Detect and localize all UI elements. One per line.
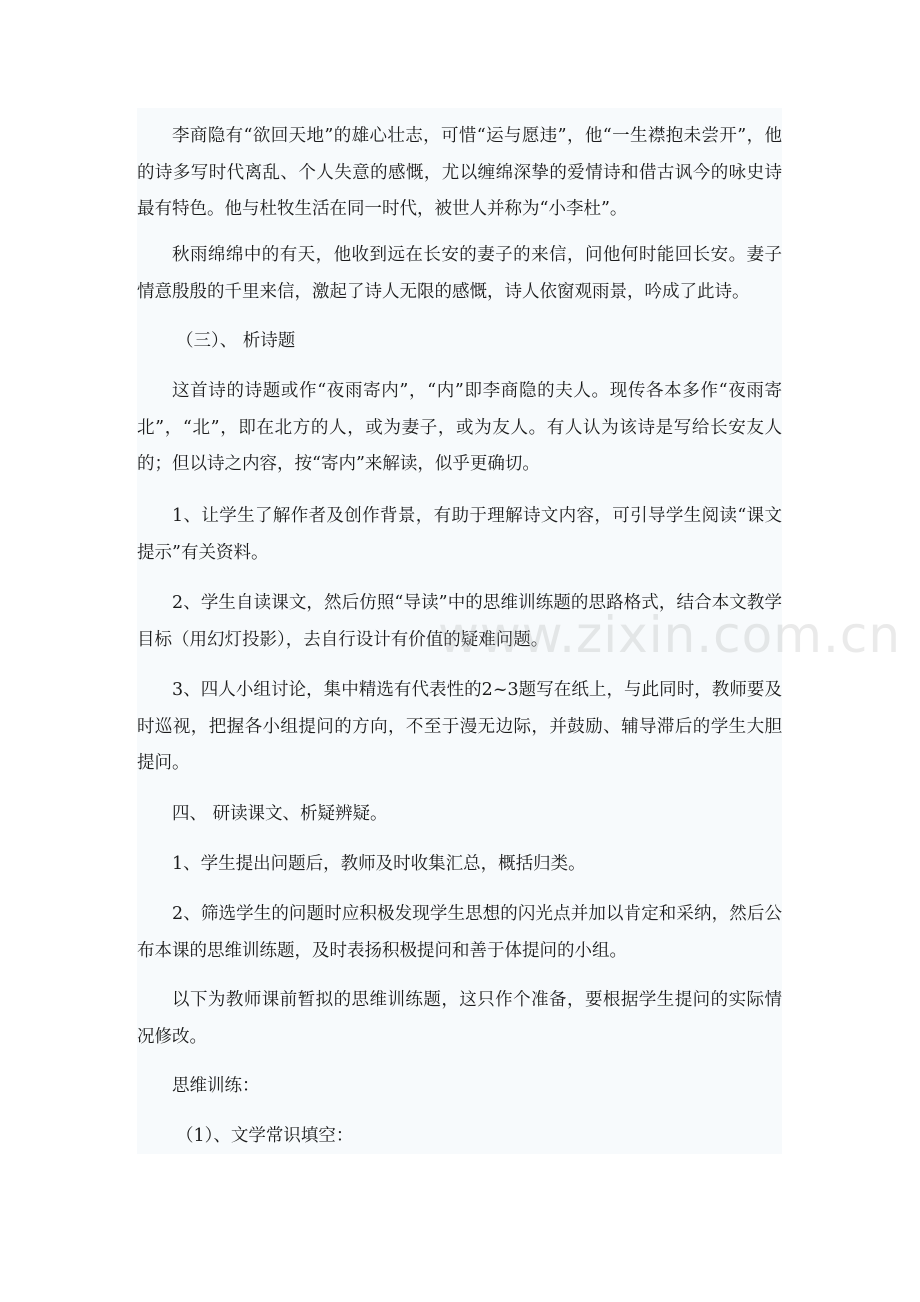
paragraph-title-analysis: 这首诗的诗题或作“夜雨寄内”，“内”即李商隐的夫人。现传各本多作“夜雨寄北”，“北”，即在北方的人，或为妻子，或为友人。有人认为该诗是写给长安友人的；但以诗之内容，按“寄内”来解读，似乎更确切。 [137,381,782,474]
paragraph-prepared-exercises: 以下为教师课前暂拟的思维训练题，这只作个准备，要根据学生提问的实际情况修改。 [137,990,782,1047]
heading-analyze-title: （三）、 析诗题 [176,331,296,351]
paragraph-author-intro: 李商隐有“欲回天地”的雄心壮志，可惜“运与愿违”，他“一生襟抱未尝开”，他的诗多写时代离乱、个人失意的感慨，尤以缠绵深挚的爱情诗和借古讽今的咏史诗最有特色。他与杜牧生活在同一时代，被世人并称为“小李杜”。 [137,126,782,219]
paragraph-background: 秋雨绵绵中的有天，他收到远在长安的妻子的来信，问他何时能回长安。妻子情意殷殷的千里来信，激起了诗人无限的感慨，诗人依窗观雨景，吟成了此诗。 [137,245,782,302]
paragraph-step-3: 3、四人小组讨论，集中精选有代表性的2~3题写在纸上，与此同时，教师要及时巡视，把握各小组提问的方向，不至于漫无边际，并鼓励、辅导滞后的学生大胆提问。 [137,680,782,773]
document-page [137,108,782,1154]
paragraph-filter-questions: 2、筛选学生的问题时应积极发现学生思想的闪光点并加以肯定和采纳，然后公布本课的思维训练题，及时表扬积极提问和善于体提问的小组。 [137,904,782,961]
watermark-text: www.zixin.com.cn [438,606,902,664]
paragraph-collect-questions: 1、学生提出问题后，教师及时收集汇总，概括归类。 [172,854,586,874]
heading-section-four: 四、 研读课文、析疑辨疑。 [172,804,388,824]
heading-thinking-training: 思维训练： [172,1076,260,1096]
heading-literature-fill-blank: （1）、文学常识填空： [176,1126,354,1146]
paragraph-step-2: 2、学生自读课文，然后仿照“导读”中的思维训练题的思路格式，结合本文教学目标（用幻灯投影），去自行设计有价值的疑难问题。 [137,593,782,650]
paragraph-step-1: 1、让学生了解作者及创作背景，有助于理解诗文内容，可引导学生阅读“课文提示”有关资料。 [137,506,782,563]
